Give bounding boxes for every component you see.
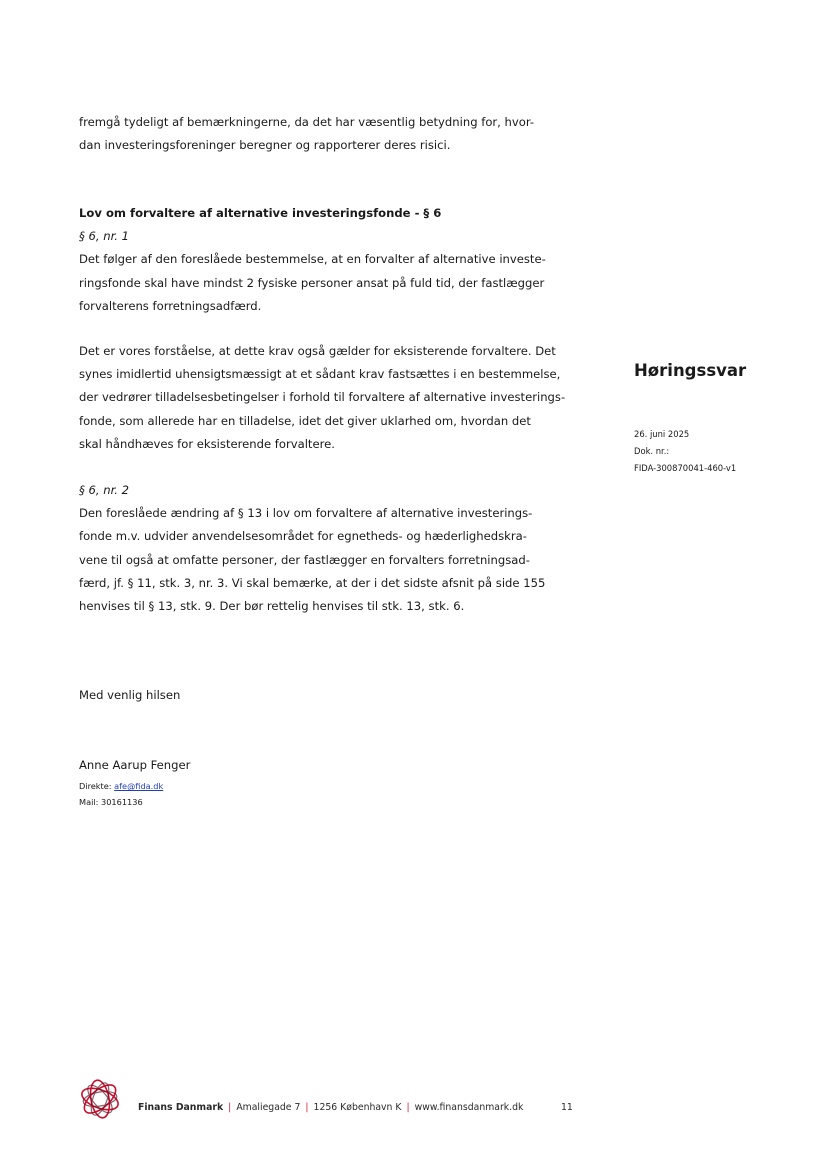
paragraph-1-line: Det følger af den foreslåede bestemmelse, at en forvalter af alternative investe-	[79, 252, 546, 267]
contact-mail: Mail: 30161136	[79, 797, 143, 807]
email-link[interactable]: afe@fida.dk	[114, 781, 164, 791]
paragraph-3-line: Den foreslåede ændring af § 13 i lov om forvaltere af alternative investerings-	[79, 506, 533, 521]
footer-address: Amaliegade 7	[236, 1102, 301, 1113]
section	[79, 202, 571, 318]
document-date: 26. juni 2025	[634, 429, 690, 439]
document-number-label: Dok. nr.:	[634, 446, 670, 456]
footer-brand: Finans Danmark	[138, 1102, 224, 1113]
separator: |	[228, 1102, 232, 1113]
paragraph-3-line: færd, jf. § 11, stk. 3, nr. 3. Vi skal bemærke, at der i det sidste afsnit på side 155	[79, 575, 546, 590]
paragraph-2	[79, 340, 571, 456]
document-number: FIDA-300870041-460-v1	[634, 463, 737, 473]
intro-line: dan investeringsforeninger beregner og rapporterer deres risici.	[79, 138, 451, 153]
paragraph-1-line: ringsfonde skal have mindst 2 fysiske personer ansat på fuld tid, der fastlægger	[79, 275, 545, 290]
subsection-heading-1: § 6, nr. 1	[79, 229, 130, 244]
paragraph-3-line: henvises til § 13, stk. 9. Der bør rettelig henvises til stk. 13, stk. 6.	[79, 599, 465, 614]
separator: |	[406, 1102, 410, 1113]
footer-city: 1256 København K	[313, 1102, 402, 1113]
document-type-title: Høringssvar	[634, 361, 747, 380]
footer-address-line	[138, 1102, 523, 1113]
intro-paragraph	[79, 111, 571, 157]
paragraph-3-line: fonde m.v. udvider anvendelsesområdet for egnetheds- og hæderlighedskra-	[79, 529, 527, 544]
paragraph-3	[79, 479, 571, 618]
page-footer	[77, 1076, 577, 1122]
paragraph-2-line: synes imidlertid uhensigtsmæssigt at et sådant krav fastsættes i en bestemmelse,	[79, 367, 561, 382]
footer-website[interactable]: www.finansdanmark.dk	[414, 1102, 524, 1113]
paragraph-3-line: vene til også at omfatte personer, der fastlægger en forvalters forretningsad-	[79, 552, 530, 567]
direct-label: Direkte:	[79, 781, 115, 791]
paragraph-2-line: Det er vores forståelse, at dette krav også gælder for eksisterende forvaltere. Det	[79, 344, 556, 358]
paragraph-1-line: forvalterens forretningsadfærd.	[79, 298, 262, 313]
paragraph-2-line: der vedrører tilladelsesbetingelser i forhold til forvaltere af alternative investerings-	[79, 390, 566, 405]
finans-danmark-logo-icon	[77, 1076, 123, 1122]
signer-name: Anne Aarup Fenger	[79, 758, 191, 772]
intro-line: fremgå tydeligt af bemærkningerne, da det har væsentlig betydning for, hvor-	[79, 115, 535, 129]
section-heading: Lov om forvaltere af alternative investeringsfonde - § 6	[79, 206, 442, 220]
subsection-heading-2: § 6, nr. 2	[79, 483, 130, 497]
separator: |	[305, 1102, 309, 1113]
contact-direct	[79, 779, 163, 793]
closing-greeting: Med venlig hilsen	[79, 688, 181, 702]
paragraph-2-line: skal håndhæves for eksisterende forvaltere.	[79, 436, 335, 451]
paragraph-2-line: fonde, som allerede har en tilladelse, idet det giver uklarhed om, hvordan det	[79, 413, 531, 428]
page-number: 11	[561, 1102, 573, 1113]
